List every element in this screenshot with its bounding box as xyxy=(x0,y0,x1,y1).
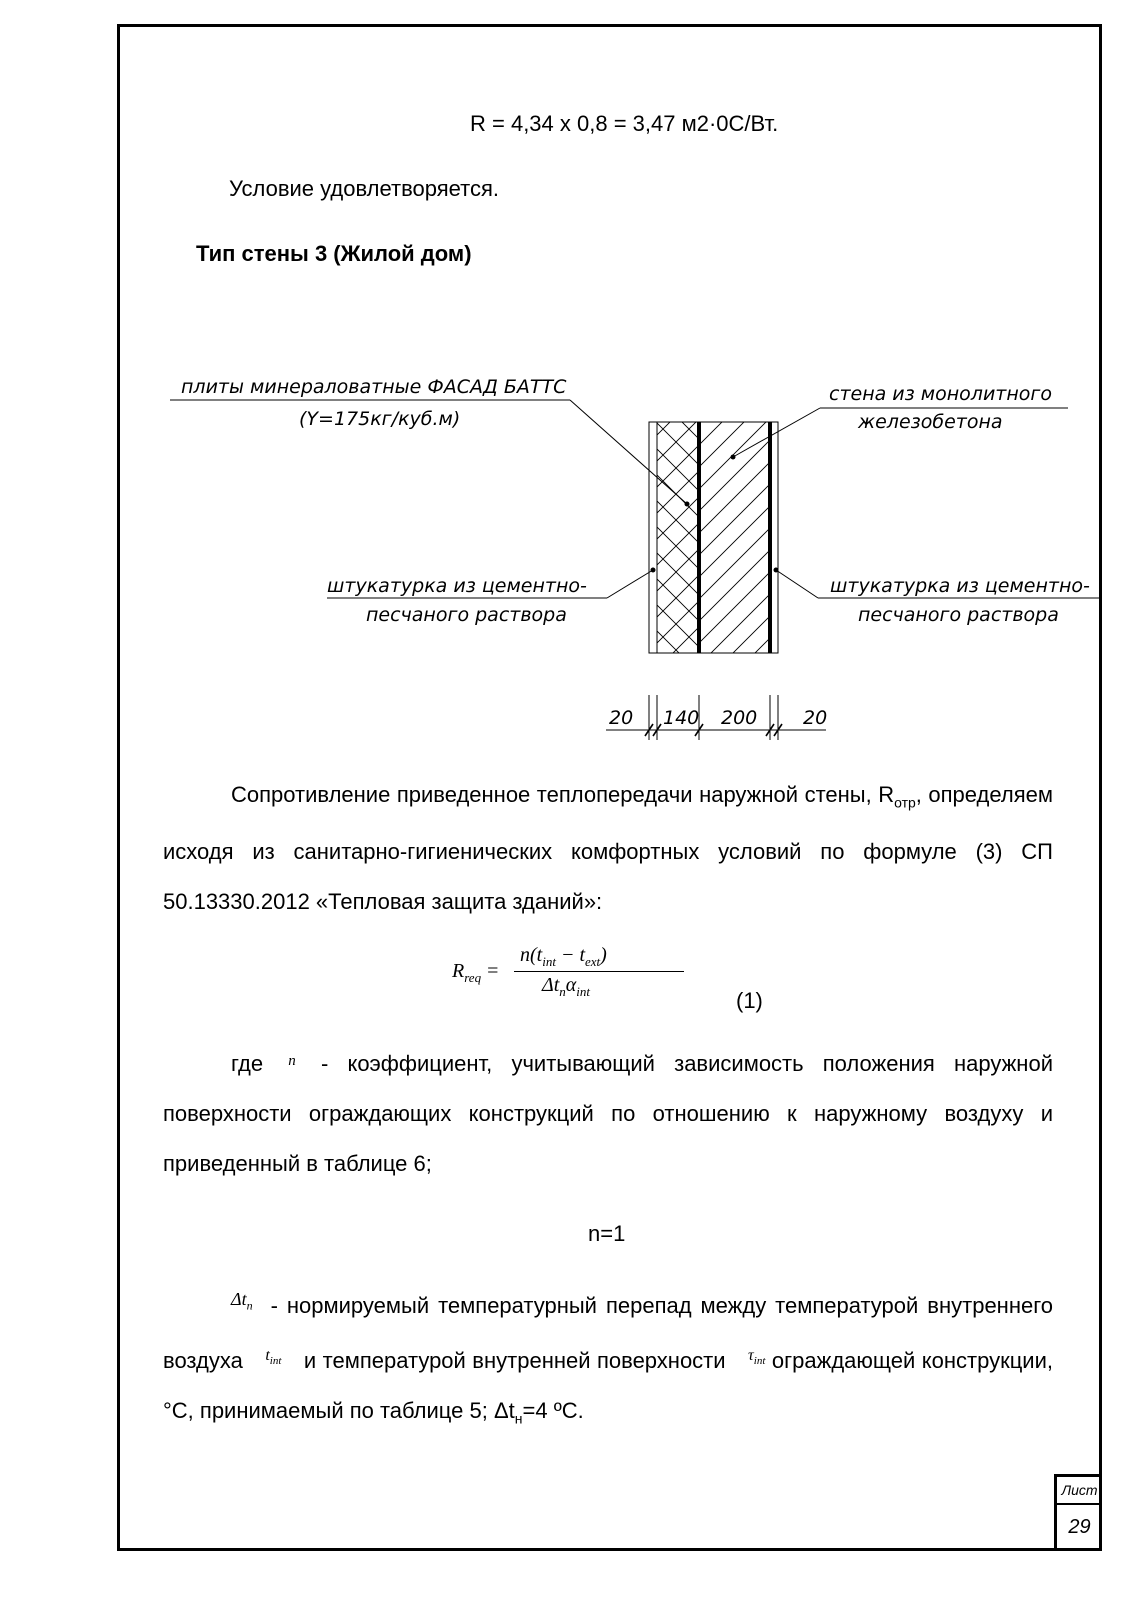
sheet-label: Лист xyxy=(1057,1477,1102,1505)
insulation-layer xyxy=(657,422,699,653)
label-insulation-1: плиты минераловатные ФАСАД БАТТС xyxy=(181,376,567,398)
paragraph-delta-t: $^{\Delta t_n}$ - нормируемый температурный перепад между температурой внутреннего воздуха $^{t_{int}}$ и температурой внутренней поверхности $^{\tau_{int}}$ ограждающей конструкции, °C, принимаемый по таблице 5; $\Delta t_н=4$ ºC. xyxy=(163,1289,1053,1427)
label-plaster-right-1: штукатурка из цементно- xyxy=(830,575,1090,597)
symbol-tau-int: τint xyxy=(748,1347,766,1368)
label-plaster-left-2: песчаного раствора xyxy=(366,604,567,626)
label-wall-2: железобетона xyxy=(858,411,1003,433)
sheet-stamp xyxy=(1054,1474,1102,1551)
plaster-left-layer xyxy=(649,422,657,653)
condition-text: Условие удовлетворяется. xyxy=(229,176,500,201)
formula-r-line: R = 4,34 x 0,8 = 3,47 м2·0С/Вт. xyxy=(470,111,779,136)
paragraph-resistance: Сопротивление приведенное теплопередачи наружной стены, $R_{отр}$, определяем исходя из санитарно-гигиенических комфортных условий по формуле (3) СП 50.13330.2012 «Тепловая защита зданий»: xyxy=(163,782,1053,915)
label-plaster-right-2: песчаного раствора xyxy=(858,604,1059,626)
label-insulation-2: (Y=175кг/куб.м) xyxy=(299,408,461,430)
n-value: n=1 xyxy=(588,1221,626,1246)
sheet-number: 29 xyxy=(1068,1516,1091,1538)
symbol-n: n xyxy=(288,1053,296,1069)
dimension-1: 20 xyxy=(609,707,634,729)
wall-section-drawing xyxy=(0,0,1132,760)
section-heading: Тип стены 3 (Жилой дом) xyxy=(196,241,472,266)
dimension-3: 200 xyxy=(721,707,758,729)
label-wall-1: стена из монолитного xyxy=(829,383,1053,405)
symbol-delta-t: Δtn xyxy=(231,1289,253,1313)
symbol-t-int: tint xyxy=(265,1347,282,1368)
label-plaster-left-1: штукатурка из цементно- xyxy=(327,575,587,597)
equation-number: (1) xyxy=(736,988,763,1013)
dimension-2: 140 xyxy=(663,707,700,729)
dimension-4: 20 xyxy=(803,707,828,729)
paragraph-coefficient-n: где $^n$ - коэффициент, учитывающий зависимость положения наружной поверхности ограждающих конструкций по отношению к наружному воздуху и приведенный в таблице 6; xyxy=(163,1051,1053,1176)
